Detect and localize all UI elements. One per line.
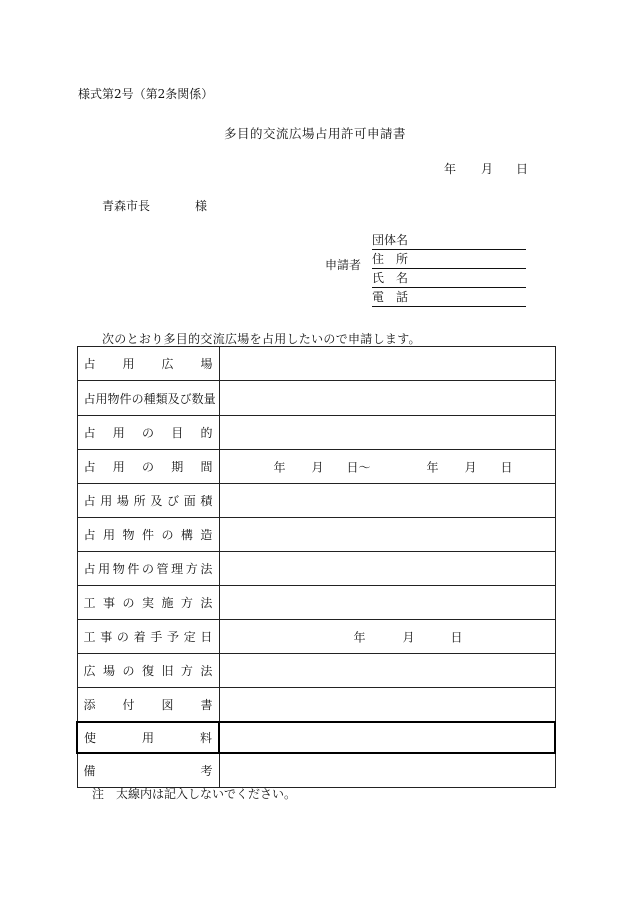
label-char: 理	[171, 562, 184, 576]
label-char: 図	[161, 698, 174, 712]
form-number: 様式第2号（第2条関係）	[78, 87, 214, 101]
row-label-remarks	[77, 753, 219, 788]
label-char: 広	[83, 664, 96, 678]
row-label-fee	[77, 722, 219, 753]
row-label-construction-method	[77, 586, 219, 620]
row-value-restoration[interactable]	[219, 654, 555, 688]
row-label-text	[83, 390, 216, 407]
label-char: 日	[200, 630, 213, 644]
label-char: 占	[83, 562, 96, 576]
name-label: 氏 名	[372, 271, 409, 285]
application-table	[76, 346, 556, 788]
label-char: 類	[155, 391, 168, 406]
intro-text: 次のとおり多目的交流広場を占用したいので申請します。	[102, 332, 421, 346]
label-char: 定	[183, 630, 196, 644]
page-title: 多目的交流広場占用許可申請書	[223, 126, 406, 141]
label-char: 種	[143, 391, 156, 406]
label-char: の	[161, 528, 174, 542]
row-label-text	[84, 594, 213, 611]
row-label-location-area	[77, 484, 219, 518]
table-row	[77, 347, 555, 381]
label-char: 実	[141, 596, 154, 610]
label-char: 造	[200, 528, 213, 542]
row-label-text	[84, 526, 213, 543]
label-char: 件	[127, 562, 140, 576]
label-char: 方	[185, 562, 198, 576]
period-month1-label: 月	[311, 460, 324, 474]
label-char: 的	[200, 426, 213, 440]
row-label-plaza	[77, 347, 219, 381]
label-char: 法	[200, 562, 213, 576]
label-char: 方	[180, 664, 193, 678]
group-name-field[interactable]	[372, 234, 526, 250]
label-char: 間	[200, 460, 213, 474]
row-label-structure	[77, 518, 219, 552]
period-day1-label: 日～	[346, 460, 371, 474]
label-char: 場	[102, 664, 115, 678]
label-char: 備	[83, 764, 96, 778]
label-char: 予	[167, 630, 180, 644]
label-char: 期	[171, 460, 184, 474]
label-char: 施	[161, 596, 174, 610]
table-row	[77, 450, 555, 484]
label-char: 構	[180, 528, 193, 542]
label-char: 復	[141, 664, 154, 678]
phone-field[interactable]	[372, 291, 526, 307]
label-char: の	[131, 391, 144, 406]
row-label-management	[77, 552, 219, 586]
label-char: 場	[200, 357, 213, 371]
label-char: 物	[122, 528, 135, 542]
row-value-period[interactable]	[219, 450, 555, 484]
row-label-text	[84, 355, 213, 372]
addressee-honorific: 様	[195, 199, 208, 213]
label-char: 用	[122, 357, 135, 371]
label-char: 及	[167, 391, 180, 406]
label-char: 使	[84, 731, 97, 745]
row-label-text	[84, 492, 213, 509]
label-char: 用	[112, 426, 125, 440]
row-value-purpose[interactable]	[219, 416, 555, 450]
label-char: の	[122, 664, 135, 678]
label-char: 物	[112, 562, 125, 576]
label-char: 量	[203, 391, 216, 406]
label-char: 事	[102, 596, 115, 610]
start-date-day-label: 日	[450, 630, 463, 644]
table-row	[77, 688, 555, 723]
label-char: 考	[200, 764, 213, 778]
label-char: 積	[200, 494, 213, 508]
label-char: 用	[98, 562, 111, 576]
table-row	[77, 552, 555, 586]
label-char: 用	[112, 460, 125, 474]
row-label-construction-start	[77, 620, 219, 654]
row-label-text	[84, 560, 213, 577]
label-char: の	[141, 562, 154, 576]
label-char: の	[116, 630, 129, 644]
row-value-items-quantity[interactable]	[219, 381, 555, 416]
row-value-construction-method[interactable]	[219, 586, 555, 620]
label-char: び	[179, 391, 192, 406]
label-char: 添	[83, 698, 96, 712]
start-date-month-label: 月	[402, 630, 415, 644]
label-char: 手	[150, 630, 163, 644]
table-row	[77, 586, 555, 620]
row-value-structure[interactable]	[219, 518, 555, 552]
label-char: 数	[191, 391, 204, 406]
period-year2-label: 年	[426, 460, 439, 474]
row-value-attachments[interactable]	[219, 688, 555, 723]
addressee-name: 青森市長	[102, 199, 151, 213]
date-year-label: 年	[444, 162, 457, 176]
period-month2-label: 月	[464, 460, 477, 474]
label-char: 所	[133, 494, 146, 508]
label-char: 用	[100, 494, 113, 508]
footnote: 注 太線内は記入しないでください。	[92, 787, 297, 801]
label-char: 付	[122, 698, 135, 712]
label-char: 占	[83, 494, 96, 508]
row-label-text	[84, 696, 213, 713]
label-char: 方	[180, 596, 193, 610]
label-char: 目	[171, 426, 184, 440]
table-row	[77, 753, 555, 788]
label-char: 件	[119, 391, 132, 406]
row-label-purpose	[77, 416, 219, 450]
label-char: 占	[83, 426, 96, 440]
row-label-text	[84, 729, 212, 746]
row-value-construction-start[interactable]	[219, 620, 555, 654]
row-label-text	[84, 762, 213, 779]
name-field[interactable]	[372, 272, 526, 288]
label-char: 占	[83, 391, 96, 406]
group-name-label: 団体名	[372, 233, 409, 247]
phone-label: 電 話	[372, 290, 409, 304]
table-row	[77, 518, 555, 552]
label-char: 書	[200, 698, 213, 712]
label-char: 物	[107, 391, 120, 406]
row-label-restoration	[77, 654, 219, 688]
label-char: 占	[83, 357, 96, 371]
label-char: の	[141, 426, 154, 440]
label-char: 着	[133, 630, 146, 644]
label-char: 用	[102, 528, 115, 542]
label-char: 事	[100, 630, 113, 644]
period-year1-label: 年	[273, 460, 286, 474]
address-field[interactable]	[372, 253, 526, 269]
row-label-text	[84, 424, 213, 441]
row-value-plaza[interactable]	[219, 347, 555, 381]
label-char: 工	[83, 630, 96, 644]
label-char: 占	[83, 528, 96, 542]
start-date-year-label: 年	[353, 630, 366, 644]
label-char: 法	[200, 596, 213, 610]
label-char: 管	[156, 562, 169, 576]
applicant-label: 申請者	[325, 258, 362, 272]
label-char: 占	[83, 460, 96, 474]
label-char: 用	[141, 731, 154, 745]
label-char: の	[122, 596, 135, 610]
table-row	[77, 620, 555, 654]
label-char: 広	[161, 357, 174, 371]
label-char: 用	[95, 391, 108, 406]
row-label-items-quantity	[77, 381, 219, 416]
row-label-period	[77, 450, 219, 484]
label-char: 件	[141, 528, 154, 542]
table-row	[77, 381, 555, 416]
table-row	[77, 484, 555, 518]
date-day-label: 日	[516, 162, 529, 176]
label-char: 面	[183, 494, 196, 508]
label-char: 料	[199, 731, 212, 745]
address-label: 住 所	[372, 252, 409, 266]
label-char: 及	[150, 494, 163, 508]
table-row	[77, 722, 555, 753]
row-label-text	[84, 662, 213, 679]
row-value-management[interactable]	[219, 552, 555, 586]
label-char: 旧	[161, 664, 174, 678]
row-value-location-area[interactable]	[219, 484, 555, 518]
row-label-attachments	[77, 688, 219, 723]
period-day2-label: 日	[500, 460, 513, 474]
date-month-label: 月	[481, 162, 494, 176]
label-char: 工	[83, 596, 96, 610]
table-row	[77, 654, 555, 688]
label-char: び	[167, 494, 180, 508]
row-label-text	[84, 458, 213, 475]
row-value-fee	[219, 722, 555, 753]
table-row	[77, 416, 555, 450]
row-label-text	[84, 628, 213, 645]
label-char: の	[141, 460, 154, 474]
label-char: 場	[116, 494, 129, 508]
row-value-remarks[interactable]	[219, 753, 555, 788]
label-char: 法	[200, 664, 213, 678]
